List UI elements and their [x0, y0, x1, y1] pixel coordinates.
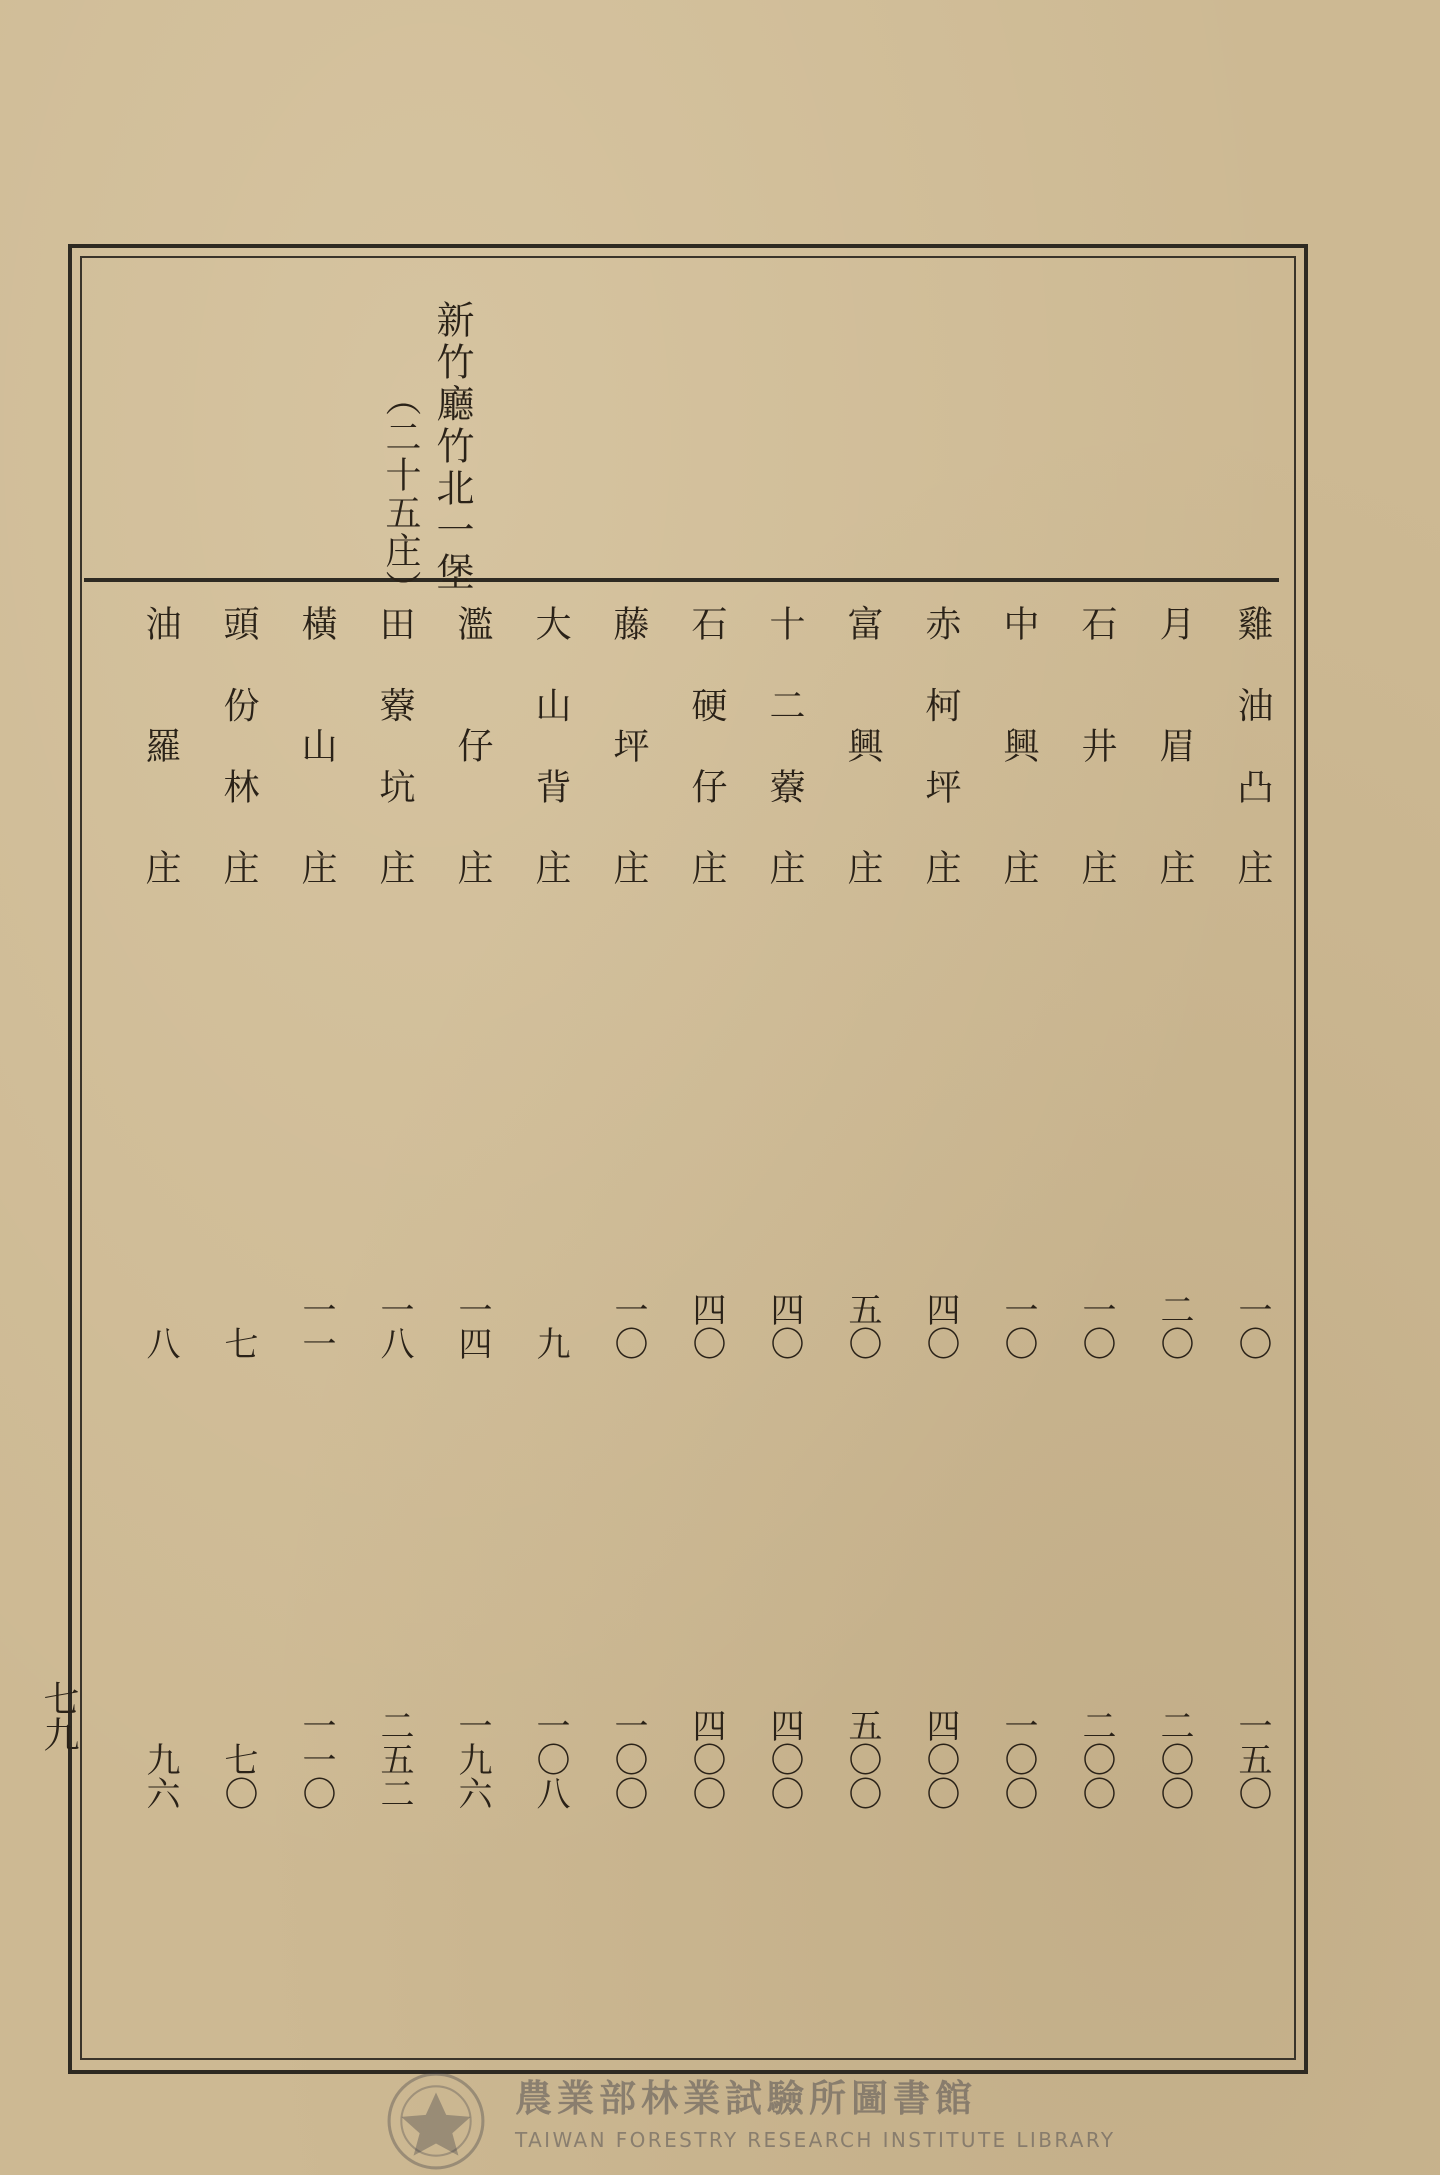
value-column-2: 一〇〇: [998, 1708, 1038, 1810]
village-name: 濫仔庄: [452, 605, 493, 885]
value-column-1: 七: [218, 1326, 258, 1360]
watermark-english: TAIWAN FORESTRY RESEARCH INSTITUTE LIBRARY: [515, 2128, 1116, 2152]
village-name: 十二藔庄: [764, 605, 805, 885]
value-column-1: 一〇: [998, 1292, 1038, 1360]
value-column-2: 四〇〇: [686, 1708, 726, 1810]
village-name: 油羅庄: [140, 605, 181, 885]
watermark-chinese: 農業部林業試驗所圖書館: [515, 2077, 977, 2120]
value-column-2: 四〇〇: [920, 1708, 960, 1810]
value-column-1: 五〇: [842, 1292, 882, 1360]
value-column-2: 九六: [140, 1742, 180, 1810]
value-column-1: 一〇: [1076, 1292, 1116, 1360]
village-name: 橫山庄: [296, 605, 337, 885]
village-name: 月眉庄: [1154, 605, 1195, 885]
village-name: 赤柯坪庄: [920, 605, 961, 885]
value-column-1: 八: [140, 1326, 180, 1360]
village-name: 雞油凸庄: [1232, 605, 1273, 885]
value-column-1: 一八: [374, 1292, 414, 1360]
village-name: 大山背庄: [530, 605, 571, 885]
section-subtitle: （二十五庄）: [380, 380, 421, 608]
section-title: 新竹廳竹北一堡: [430, 300, 474, 594]
value-column-1: 二〇: [1154, 1292, 1194, 1360]
value-column-2: 四〇〇: [764, 1708, 804, 1810]
village-name: 石井庄: [1076, 605, 1117, 885]
page-number: 七九: [38, 1680, 79, 1752]
village-name: 石硬仔庄: [686, 605, 727, 885]
village-name: 富興庄: [842, 605, 883, 885]
value-column-1: 四〇: [686, 1292, 726, 1360]
village-name: 藤坪庄: [608, 605, 649, 885]
value-column-2: 二〇〇: [1076, 1708, 1116, 1810]
value-column-1: 一〇: [608, 1292, 648, 1360]
value-column-1: 四〇: [764, 1292, 804, 1360]
village-name: 頭份林庄: [218, 605, 259, 885]
value-column-1: 九: [530, 1326, 570, 1360]
value-column-1: 一一: [296, 1292, 336, 1360]
value-column-2: 二〇〇: [1154, 1708, 1194, 1810]
value-column-2: 一〇〇: [608, 1708, 648, 1810]
value-column-1: 四〇: [920, 1292, 960, 1360]
value-column-2: 一九六: [452, 1708, 492, 1810]
value-column-1: 一四: [452, 1292, 492, 1360]
title-divider: [84, 578, 1279, 582]
value-column-2: 一五〇: [1232, 1708, 1272, 1810]
value-column-2: 七〇: [218, 1742, 258, 1810]
value-column-2: 一一〇: [296, 1708, 336, 1810]
value-column-2: 一〇八: [530, 1708, 570, 1810]
value-column-2: 五〇〇: [842, 1708, 882, 1810]
village-name: 中興庄: [998, 605, 1039, 885]
village-name: 田藔坑庄: [374, 605, 415, 885]
value-column-2: 二五二: [374, 1708, 414, 1810]
value-column-1: 一〇: [1232, 1292, 1272, 1360]
library-seal-icon: [385, 2070, 487, 2172]
